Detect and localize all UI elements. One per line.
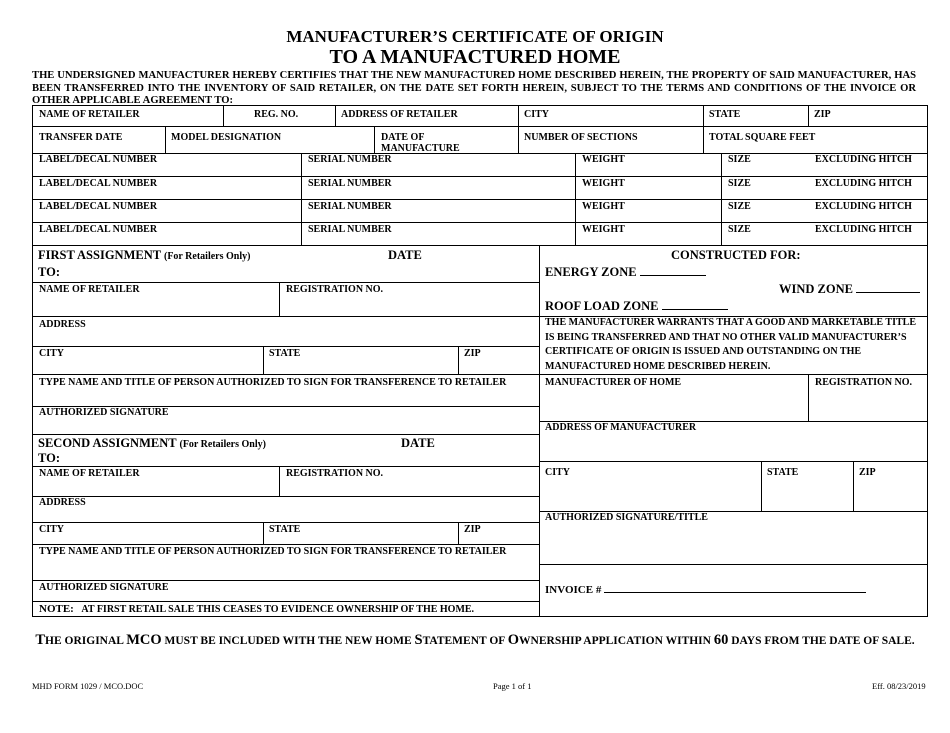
mco-instruction: THE ORIGINAL MCO MUST BE INCLUDED WITH THE NEW HOME STATEMENT OF OWNERSHIP APPLICATION WITHIN 60 DAYS FROM THE DATE OF SALE. [35,632,915,648]
label-weight-1: WEIGHT [582,154,625,165]
second-assignment-date: DATE [401,436,435,450]
label-manufacturer-registration-no: REGISTRATION NO. [815,377,913,388]
label-serial-3: SERIAL NUMBER [308,201,392,212]
label-reg-no: REG. NO. [254,109,299,120]
title-line-2: TO A MANUFACTURED HOME [329,46,621,68]
label-date-of-manufacture: DATE OF [381,132,425,143]
footer-effective-date: Eff. 08/23/2019 [872,681,926,691]
label-hitch-3: EXCLUDING HITCH [815,201,912,212]
first-zip: ZIP [464,348,481,359]
label-hitch-2: EXCLUDING HITCH [815,178,912,189]
second-registration-no: REGISTRATION NO. [286,468,384,479]
label-authorized-signature-title: AUTHORIZED SIGNATURE/TITLE [545,512,708,523]
label-size-2: SIZE [728,178,751,189]
label-decal-4: LABEL/DECAL NUMBER [39,224,158,235]
label-serial-1: SERIAL NUMBER [308,154,392,165]
label-manufacturer-state: STATE [767,467,799,478]
first-address: ADDRESS [39,319,86,330]
constructed-for: CONSTRUCTED FOR: [671,248,801,262]
label-city: CITY [524,109,550,120]
label-decal-3: LABEL/DECAL NUMBER [39,201,158,212]
label-zip: ZIP [814,109,831,120]
first-state: STATE [269,348,301,359]
label-weight-4: WEIGHT [582,224,625,235]
label-size-1: SIZE [728,154,751,165]
label-address-of-retailer: ADDRESS OF RETAILER [341,109,458,120]
energy-zone: ENERGY ZONE [545,265,706,280]
label-decal-2: LABEL/DECAL NUMBER [39,178,158,189]
first-assignment-heading: FIRST ASSIGNMENT (For Retailers Only) [38,248,251,262]
label-total-square-feet: TOTAL SQUARE FEET [709,132,816,143]
label-number-of-sections: NUMBER OF SECTIONS [524,132,638,143]
first-assignment-date: DATE [388,248,422,262]
second-zip: ZIP [464,524,481,535]
first-name-of-retailer: NAME OF RETAILER [39,284,140,295]
second-name-of-retailer: NAME OF RETAILER [39,468,140,479]
label-size-3: SIZE [728,201,751,212]
label-manufacturer-zip: ZIP [859,467,876,478]
label-serial-4: SERIAL NUMBER [308,224,392,235]
second-address: ADDRESS [39,497,86,508]
label-invoice: INVOICE # [545,582,866,596]
second-state: STATE [269,524,301,535]
label-weight-2: WEIGHT [582,178,625,189]
second-assignment-to: TO: [38,451,60,465]
label-decal-1: LABEL/DECAL NUMBER [39,154,158,165]
label-serial-2: SERIAL NUMBER [308,178,392,189]
footer-page: Page 1 of 1 [493,681,532,691]
title-line-1: MANUFACTURER’S CERTIFICATE OF ORIGIN [286,27,664,46]
label-name-of-retailer: NAME OF RETAILER [39,109,140,120]
label-hitch-1: EXCLUDING HITCH [815,154,912,165]
label-transfer-date: TRANSFER DATE [39,132,123,143]
second-city: CITY [39,524,65,535]
first-city: CITY [39,348,65,359]
label-hitch-4: EXCLUDING HITCH [815,224,912,235]
note-line: NOTE: AT FIRST RETAIL SALE THIS CEASES TO EVIDENCE OWNERSHIP OF THE HOME. [39,603,475,615]
second-type-name: TYPE NAME AND TITLE OF PERSON AUTHORIZED TO SIGN FOR TRANSFERENCE TO RETAILER [39,546,507,557]
label-date-of-manufacture-2: MANUFACTURE [381,143,460,154]
label-manufacturer-city: CITY [545,467,571,478]
certificate-form [32,105,928,617]
first-assignment-to: TO: [38,265,60,279]
footer-form-id: MHD FORM 1029 / MCO.DOC [32,681,144,691]
label-state: STATE [709,109,741,120]
first-type-name: TYPE NAME AND TITLE OF PERSON AUTHORIZED TO SIGN FOR TRANSFERENCE TO RETAILER [39,377,507,388]
label-weight-3: WEIGHT [582,201,625,212]
warranty-text: THE MANUFACTURER WARRANTS THAT A GOOD AND MARKETABLE TITLE IS BEING TRANSFERRED AND THAT NO OTHER VALID MANUFACTURER’S CERTIFICATE OF ORIGIN IS ISSUED AND OUTSTANDING ON THE MANUFACTURED HOME DESCRIBED HEREIN. [545,317,916,372]
second-authorized-signature: AUTHORIZED SIGNATURE [39,582,169,593]
label-model-designation: MODEL DESIGNATION [171,132,282,143]
second-assignment-heading: SECOND ASSIGNMENT (For Retailers Only) [38,436,266,450]
first-registration-no: REGISTRATION NO. [286,284,384,295]
label-address-of-manufacturer: ADDRESS OF MANUFACTURER [545,422,697,433]
first-authorized-signature: AUTHORIZED SIGNATURE [39,407,169,418]
label-manufacturer-of-home: MANUFACTURER OF HOME [545,377,682,388]
wind-zone: WIND ZONE [779,282,920,297]
label-size-4: SIZE [728,224,751,235]
intro-paragraph: THE UNDERSIGNED MANUFACTURER HEREBY CERTIFIES THAT THE NEW MANUFACTURED HOME DESCRIBED HEREIN, THE PROPERTY OF SAID MANUFACTURER, HAS BEEN TRANSFERRED INTO THE INVENTORY OF SAID RETAILER, ON THE DATE SET FORTH HEREIN, SUBJECT TO THE TERMS AND CONDITIONS OF THE INVOICE OR OTHER APPLICABLE AGREEMENT TO: [32,70,916,106]
roof-load-zone: ROOF LOAD ZONE [545,299,728,314]
